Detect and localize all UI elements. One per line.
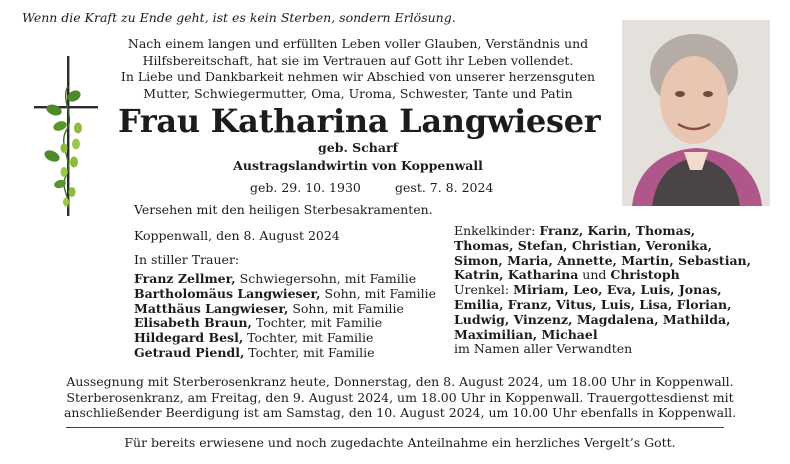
list-item: [454, 239, 751, 254]
list-item: [134, 316, 436, 331]
deceased-name: Frau Katharina Langwieser: [118, 102, 601, 140]
maiden-name: geb. Scharf: [318, 140, 398, 155]
list-item: [134, 272, 436, 287]
mourner-relation: Sohn, mit Familie: [288, 300, 404, 316]
service-info: [40, 374, 760, 421]
sacraments-note: Versehen mit den heiligen Sterbesakramenten.: [134, 202, 433, 217]
list-item: [454, 268, 751, 283]
mourner-name: Franz Zellmer,: [134, 271, 236, 286]
portrait-photo-icon: [622, 20, 770, 206]
deceased-role: Austragslandwirtin von Koppenwall: [233, 158, 483, 173]
list-item: [134, 346, 436, 361]
great-grandchildren-names: Maximilian, Michael: [454, 326, 598, 342]
mourner-name: Hildegard Besl,: [134, 330, 244, 346]
intro-line: Mutter, Schwiegermutter, Oma, Uroma, Schwester, Tante und Patin: [143, 85, 573, 101]
list-item: [134, 302, 436, 317]
relatives-note: im Namen aller Verwandten: [454, 341, 633, 357]
great-grandchildren-label: Urenkel:: [454, 282, 514, 298]
mourner-relation: Tochter, mit Familie: [244, 344, 375, 360]
list-item: [454, 298, 751, 313]
grandchildren-names: Simon, Maria, Annette, Martin, Sebastian,: [454, 252, 751, 268]
mourner-name: Matthäus Langwieser,: [134, 300, 289, 316]
list-item: [454, 328, 751, 343]
mourner-name: Bartholomäus Langwieser,: [134, 285, 321, 301]
birth-date: geb. 29. 10. 1930: [250, 180, 361, 195]
intro-line: In Liebe und Dankbarkeit nehmen wir Abschied von unserer herzensguten: [120, 69, 596, 84]
mourner-name: Elisabeth Braun,: [134, 315, 252, 331]
place-date: Koppenwall, den 8. August 2024: [134, 228, 340, 243]
mourning-label: In stiller Trauer:: [134, 252, 240, 267]
grandchildren-names: Franz, Karin, Thomas,: [539, 223, 696, 238]
divider: [66, 427, 724, 428]
mourner-relation: Tochter, mit Familie: [243, 330, 374, 346]
mourners-list: [134, 272, 436, 361]
list-item: [454, 342, 751, 357]
cross-with-hops-icon: [30, 56, 110, 216]
list-item: [454, 313, 751, 328]
intro-text: [118, 36, 598, 102]
intro-line: Nach einem langen und erfüllten Leben voller Glauben, Verständnis und: [127, 36, 589, 51]
list-item: [454, 283, 751, 298]
grandchildren-label: Enkelkinder:: [454, 223, 540, 238]
list-item: [454, 224, 751, 239]
great-grandchildren-names: Miriam, Leo, Eva, Luis, Jonas,: [513, 282, 722, 298]
mourner-relation: Schwiegersohn, mit Familie: [235, 271, 417, 286]
service-line: Aussegnung mit Sterberosenkranz heute, Donnerstag, den 8. August 2024, um 18.00 Uhr in Koppenwall.: [66, 374, 734, 389]
service-line: anschließender Beerdigung ist am Samstag, den 10. August 2024, um 10.00 Uhr ebenfalls in Koppenwall.: [63, 405, 737, 420]
portrait-photo: [622, 20, 770, 206]
thanks-note: Für bereits erwiesene und noch zugedachte Anteilnahme ein herzliches Vergelt’s Gott.: [124, 435, 676, 450]
death-date: gest. 7. 8. 2024: [395, 180, 494, 195]
list-item: [454, 254, 751, 269]
mourner-relation: Sohn, mit Familie: [320, 285, 437, 301]
great-grandchildren-names: Emilia, Franz, Vitus, Luis, Lisa, Florian,: [454, 296, 732, 312]
descendants-list: [454, 224, 751, 357]
list-item: [134, 287, 436, 302]
great-grandchildren-names: Ludwig, Vinzenz, Magdalena, Mathilda,: [454, 311, 731, 327]
motto: Wenn die Kraft zu Ende geht, ist es kein Sterben, sondern Erlösung.: [22, 10, 456, 25]
list-item: [134, 331, 436, 346]
mourner-name: Getraud Piendl,: [134, 344, 245, 360]
grandchildren-names: Thomas, Stefan, Christian, Veronika,: [454, 237, 713, 253]
mourner-relation: Tochter, mit Familie: [251, 315, 383, 331]
grandchildren-names: Katrin, Katharina: [454, 267, 579, 283]
grandchildren-names: Christoph: [610, 267, 680, 283]
intro-line: Hilfsbereitschaft, hat sie im Vertrauen auf Gott ihr Leben vollendet.: [142, 52, 574, 68]
service-line: Sterberosenkranz, am Freitag, den 9. August 2024, um 18.00 Uhr in Koppenwall. Trauergottesdienst mit: [66, 389, 734, 405]
conjunction: und: [578, 267, 611, 283]
